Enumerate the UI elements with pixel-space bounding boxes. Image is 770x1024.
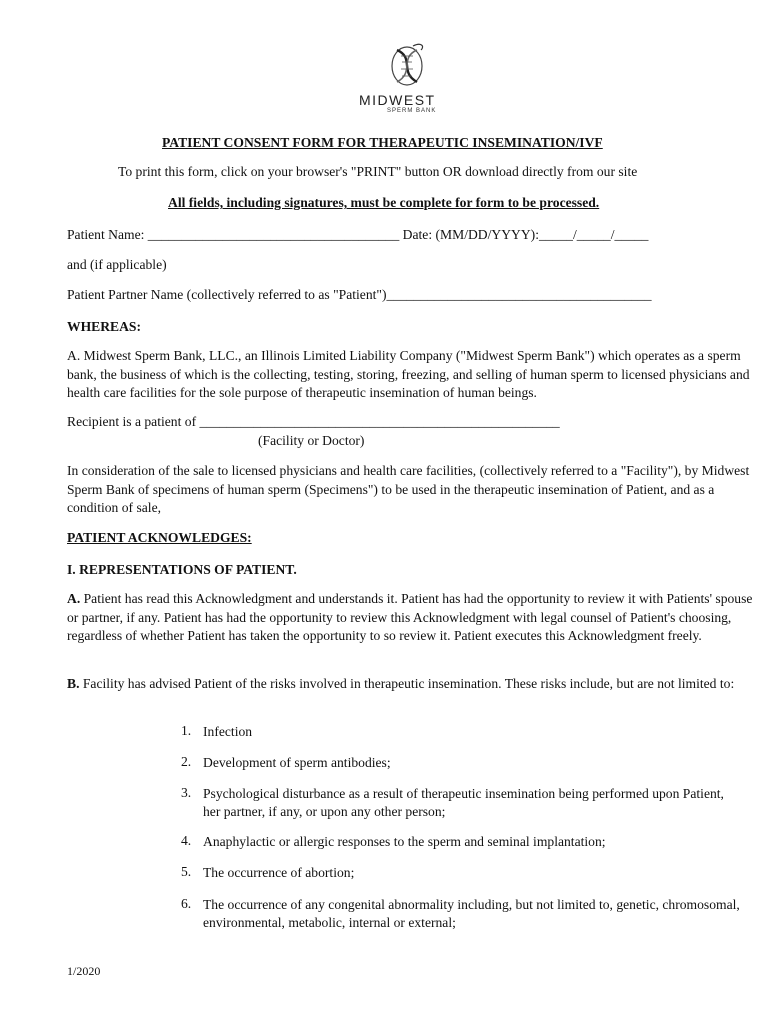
representation-b <box>67 675 757 694</box>
list-item-number: 2. <box>181 754 192 769</box>
required-fields-note: All fields, including signatures, must be complete for form to be processed. <box>168 195 600 210</box>
list-item: Development of sperm antibodies; <box>203 755 391 770</box>
logo-name: MIDWEST <box>359 92 436 108</box>
rep-b-text: Facility has advised Patient of the risks involved in therapeutic insemination. These risks include, but are not limited to: <box>79 676 735 691</box>
partner-name-field[interactable]: Patient Partner Name (collectively referred to as "Patient")_______________________________________ <box>67 287 652 302</box>
list-item-number: 1. <box>181 723 192 738</box>
list-item: Psychological disturbance as a result of therapeutic insemination being performed upon Patient, her partner, if any, or upon any other person; <box>203 786 724 819</box>
list-item-number: 6. <box>181 896 192 911</box>
rep-a-text: Patient has read this Acknowledgment and understands it. Patient has had the opportunity to review it with Patients' spouse or partner, if any. Patient has had the opportunity to review this Acknowledgment with legal counsel of Patient's choosing, regardless of whether Patient has taken the opportunity to so review it. Patient executes this Acknowledgment freely. <box>67 591 753 643</box>
section-1-heading: I. REPRESENTATIONS OF PATIENT. <box>67 562 297 577</box>
form-title: PATIENT CONSENT FORM FOR THERAPEUTIC INSEMINATION/IVF <box>162 135 603 150</box>
list-item-number: 4. <box>181 833 192 848</box>
rep-a-label: A. <box>67 591 81 606</box>
list-item-number: 3. <box>181 785 192 800</box>
logo-subtitle: SPERM BANK <box>387 108 437 114</box>
if-applicable-text: and (if applicable) <box>67 257 167 272</box>
acknowledges-heading: PATIENT ACKNOWLEDGES: <box>67 530 252 545</box>
list-item: The occurrence of abortion; <box>203 865 355 880</box>
rep-b-label: B. <box>67 676 80 691</box>
representation-a <box>67 590 757 646</box>
recipient-field[interactable]: Recipient is a patient of _____________________________________________________ <box>67 414 560 429</box>
list-item: The occurrence of any congenital abnormality including, but not limited to, genetic, chromosomal, environmental, metabolic, internal or external; <box>203 897 740 930</box>
consideration-paragraph: In consideration of the sale to licensed physicians and health care facilities, (collectively referred to a "Facility"), by Midwest Sperm Bank of specimens of human sperm (Specimens") to be used in the therapeutic insemination of Patient, and as a condition of sale, <box>67 463 750 515</box>
paragraph-a: A. Midwest Sperm Bank, LLC., an Illinois Limited Liability Company ("Midwest Sperm Bank") which operates as a sperm bank, the business of which is the collecting, testing, storing, freezing, and selling of human sperm to licensed physicians and health care facilities for the sole purpose of therapeutic insemination of human beings. <box>67 348 750 400</box>
print-instructions: To print this form, click on your browser's "PRINT" button OR download directly from our site <box>118 164 638 179</box>
facility-caption: (Facility or Doctor) <box>258 433 365 448</box>
list-item: Infection <box>203 724 253 739</box>
list-item-number: 5. <box>181 864 192 879</box>
patient-name-date-field[interactable]: Patient Name: _____________________________________ Date: (MM/DD/YYYY):_____/_____/_____ <box>67 227 649 242</box>
footer-date: 1/2020 <box>67 964 101 978</box>
list-item: Anaphylactic or allergic responses to the sperm and seminal implantation; <box>203 834 606 849</box>
midwest-sperm-bank-logo <box>355 42 465 118</box>
whereas-heading: WHEREAS: <box>67 319 142 334</box>
